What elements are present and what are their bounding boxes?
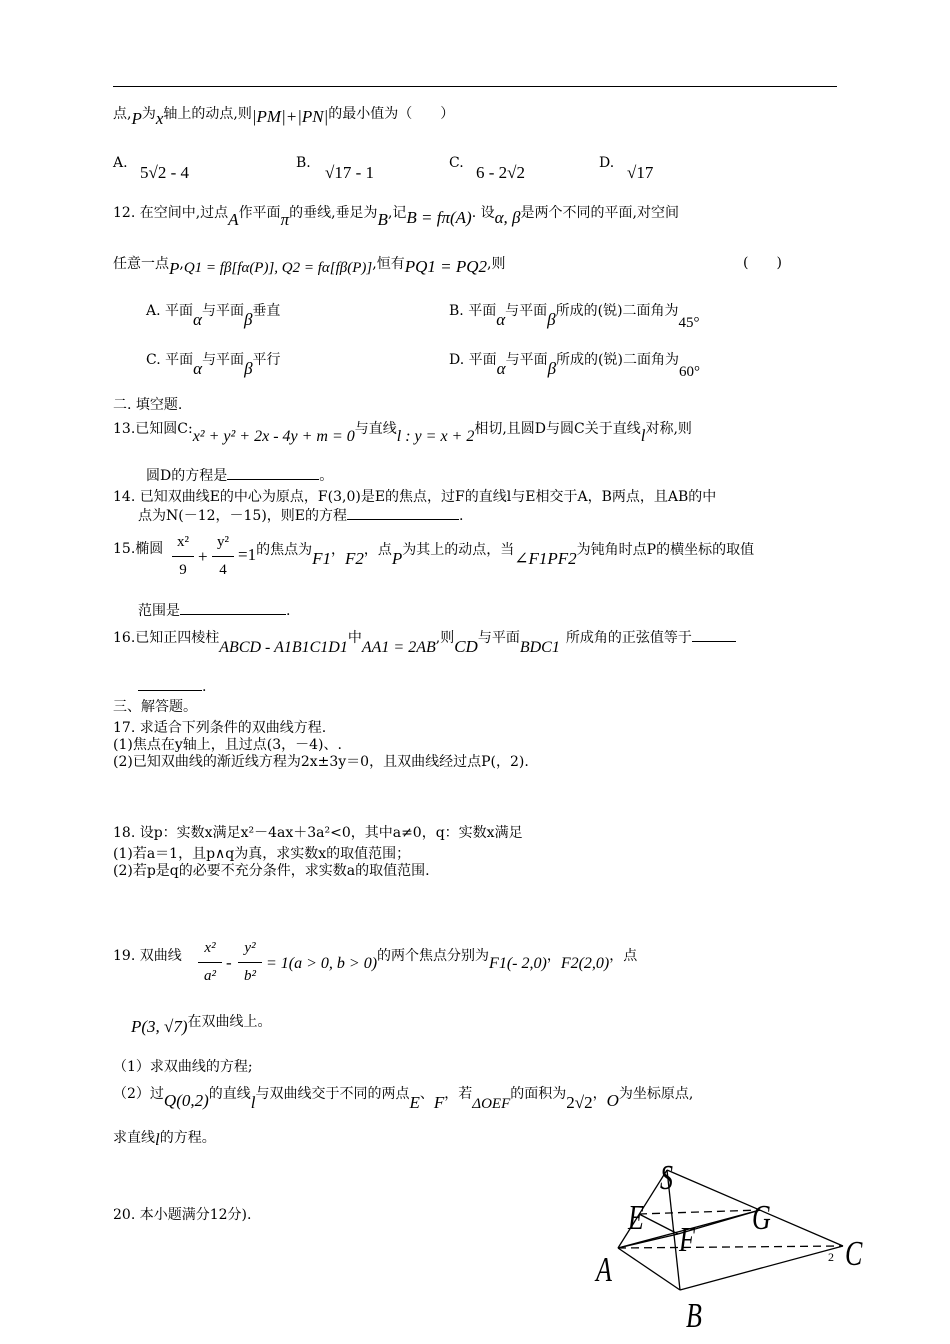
q15-frac1-den: 9 <box>179 562 187 578</box>
q13-text-a: 13.已知圆C: <box>113 421 193 437</box>
q19-p3-line-l: l <box>155 1130 160 1149</box>
q12-opt-a-alpha: α <box>193 310 202 329</box>
q13-text-d: 对称,则 <box>645 421 692 437</box>
q19-p2-d: ，若 <box>444 1086 473 1102</box>
q19-p2-g: 为坐标原点, <box>618 1086 694 1102</box>
q19-frac1-den: a² <box>204 968 216 984</box>
q12-opt-a-text: A. 平面 <box>146 303 194 319</box>
q12-line1 <box>113 203 679 229</box>
q16-end: . <box>202 679 207 695</box>
q15-frac2-den: 4 <box>219 562 227 578</box>
q12-opt-b-beta: β <box>547 310 556 329</box>
q12-pq-equal: PQ1 = PQ2 <box>404 257 488 276</box>
q16-line1 <box>113 627 736 656</box>
q15-f1: F1 <box>312 549 331 568</box>
edge-ab <box>618 1248 680 1290</box>
q12-point-p: P <box>169 259 180 278</box>
q12-l1-d: ,记 <box>387 205 407 221</box>
q19-p2-sep: 、 <box>419 1086 434 1102</box>
q15-plus: + <box>198 547 208 566</box>
q13-circle-equation: x² + y² + 2x - 4y + m = 0 <box>192 428 355 445</box>
q15-frac2-num: y² <box>217 534 229 550</box>
q19-point-f: F <box>433 1093 445 1112</box>
q19-line2 <box>131 1012 272 1036</box>
q11-option-a-label: A. <box>113 155 128 171</box>
q12-opt-b-alpha: α <box>496 310 506 329</box>
q12-l1-f: 是两个不同的平面,对空间 <box>520 205 679 221</box>
q11-var-p: P <box>131 109 142 128</box>
q19-line1 <box>266 947 638 972</box>
figure-label-c: C <box>845 1234 863 1274</box>
q12-opt-d-text: D. 平面 <box>449 352 497 368</box>
edge-eg-dashed <box>639 1210 760 1214</box>
q14-answer-blank[interactable] <box>347 505 459 520</box>
q15-text-e: 为钝角时点P的横坐标的取值 <box>576 542 755 558</box>
q11-option-b-label: B. <box>296 155 311 171</box>
q13-line1 <box>113 419 692 445</box>
q12-l1-e: . 设 <box>471 205 495 221</box>
q16-answer-blank-1[interactable] <box>692 627 736 642</box>
q12-l2-d: ,则 <box>487 256 506 272</box>
q11-option-c: 6 - 2√2 <box>476 163 525 182</box>
q13-text-c: 相切,且圆D与圆C关于直线 <box>474 421 641 437</box>
q19-origin: O <box>606 1091 619 1110</box>
q19-text-a: 19. 双曲线 <box>113 948 182 964</box>
q15-comma: ， <box>330 542 345 558</box>
q15-text-a: 15.椭圆 <box>113 541 164 557</box>
q19-part1: （1）求双曲线的方程; <box>113 1059 253 1075</box>
figure-label-a: A <box>596 1250 612 1290</box>
q12-alpha-beta: α, β <box>494 208 521 227</box>
figure-label-g: G <box>752 1198 771 1238</box>
q11-var-x: x <box>155 109 164 128</box>
q13-line2 <box>146 465 333 485</box>
q18-line2: (1)若a＝1，且p∧q为真，求实数x的取值范围； <box>113 846 411 862</box>
q16-line2 <box>138 676 206 696</box>
q12-line2 <box>113 254 506 278</box>
q12-opt-b-text: B. 平面 <box>449 303 497 319</box>
q13-line-equation: l : y = x + 2 <box>396 428 475 445</box>
q19-p2-a: （2）过 <box>113 1086 164 1102</box>
q19-p2-e: 的面积为 <box>510 1086 567 1102</box>
q19-focus1: F1(- 2,0) <box>489 955 547 972</box>
q19-frac2-den: b² <box>244 968 256 984</box>
q16-text-c: ,则 <box>435 630 455 646</box>
q19-focus2: F2(2,0) <box>560 955 610 972</box>
q20-heading: 20. 本小题满分12分). <box>113 1207 252 1223</box>
q19-triangle: ΔOEF <box>472 1096 511 1112</box>
q11-expression: |PM|+|PN| <box>251 107 329 126</box>
q13-answer-blank[interactable] <box>227 465 319 480</box>
q13-text-f: 。 <box>319 468 334 484</box>
q12-opt-c-text2: 与平面 <box>202 352 245 368</box>
edge-ac-dashed <box>618 1246 843 1248</box>
q16-text-b: 中 <box>347 630 362 646</box>
q12-opt-a-text3: 垂直 <box>252 303 281 319</box>
q11-text-b: 为 <box>141 106 156 122</box>
q14-line2 <box>138 505 463 525</box>
q19-p2-b: 的直线 <box>208 1086 251 1102</box>
q19-point-e: E <box>409 1093 420 1112</box>
q12-l1-b: 作平面 <box>238 205 281 221</box>
q11-option-d-label: D. <box>599 155 615 171</box>
q15-frac1-line <box>172 556 194 557</box>
q12-l1-a: 12. 在空间中,过点 <box>113 205 229 221</box>
figure-label-b: B <box>686 1296 702 1336</box>
q17-line2: (1)焦点在y轴上，且过点(3，－4)、. <box>113 737 342 753</box>
q14-end: . <box>459 508 464 524</box>
q15-answer-blank[interactable] <box>180 600 286 615</box>
q12-l2-a: 任意一点 <box>113 256 169 272</box>
q18-line3: (2)若p是q的必要不充分条件，求实数a的取值范围. <box>113 863 430 879</box>
q15-end: . <box>286 603 291 619</box>
q13-line-l: l <box>640 426 646 445</box>
q15-frac2-line <box>212 556 234 557</box>
q13-text-b: 与直线 <box>354 421 397 437</box>
q12-projection: B = fπ(A) <box>406 208 472 227</box>
q12-opt-d-angle: 60° <box>678 364 700 380</box>
q15-text-f: 范围是 <box>138 603 180 619</box>
q19-line-l: l <box>250 1093 256 1112</box>
q15-line1 <box>238 540 755 568</box>
q12-point-b: B <box>377 210 388 229</box>
q11-option-d: √17 <box>627 163 654 182</box>
q19-text-c: ， <box>546 948 561 964</box>
q19-p2-c: 与双曲线交于不同的两点 <box>255 1086 410 1102</box>
q19-part3 <box>113 1128 216 1147</box>
q16-prism: ABCD - A1B1C1D1 <box>219 639 348 656</box>
q15-text-c: ，点 <box>363 542 392 558</box>
q19-frac2-num: y² <box>244 940 256 956</box>
q12-opt-c-text3: 平行 <box>252 352 281 368</box>
top-rule <box>113 86 837 87</box>
q15-text-d: 为其上的动点，当 <box>402 542 515 558</box>
q11-option-b: √17 - 1 <box>325 163 374 182</box>
q19-frac1-line <box>198 962 222 963</box>
q16-cd: CD <box>454 637 478 656</box>
q19-area: 2√2 <box>566 1093 593 1112</box>
q16-answer-blank-2[interactable] <box>138 676 202 691</box>
q12-opt-b-text2: 与平面 <box>505 303 548 319</box>
q12-l1-c: 的垂线,垂足为 <box>289 205 378 221</box>
q12-q-definitions: Q1 = fβ[fα(P)], Q2 = fα[fβ(P)] <box>183 260 373 276</box>
q15-frac1-num: x² <box>177 534 189 550</box>
q17-line3: (2)已知双曲线的渐近线方程为2x±3y＝0，且双曲线经过点P(，2). <box>113 754 529 770</box>
figure-label-2: 2 <box>828 1250 834 1264</box>
q15-f2: F2 <box>344 549 364 568</box>
q11-stem <box>113 104 455 128</box>
q19-p3-b: 的方程。 <box>159 1130 216 1146</box>
edge-bc <box>680 1246 843 1290</box>
q11-option-a: 5√2 - 4 <box>140 163 189 182</box>
q13-text-e: 圆D的方程是 <box>146 468 228 484</box>
q12-pi: π <box>280 210 290 229</box>
q12-l2-b: , <box>179 256 184 272</box>
q19-condition: = 1(a > 0, b > 0) <box>266 955 378 972</box>
q12-option-b <box>449 301 700 331</box>
q19-point-p: P(3, √7) <box>131 1017 188 1036</box>
q15-line2 <box>138 600 290 620</box>
q12-l2-c: ,恒有 <box>372 256 405 272</box>
q12-opt-c-alpha: α <box>193 359 203 378</box>
q15-text-b: 的焦点为 <box>256 542 313 558</box>
q15-eq1: =1 <box>238 545 257 564</box>
q14-line1: 14. 已知双曲线E的中心为原点，F(3,0)是E的焦点，过F的直线l与E相交于A，B两点，且AB的中 <box>113 489 717 505</box>
q12-opt-d-alpha: α <box>496 359 506 378</box>
q12-opt-d-text3: 所成的(锐)二面角为 <box>556 352 679 368</box>
q16-text-e: 所成角的正弦值等于 <box>565 630 692 646</box>
q19-p3-a: 求直线 <box>113 1130 155 1146</box>
q15-angle: ∠F1PF2 <box>514 549 577 568</box>
section-fill-in-heading: 二. 填空题. <box>113 397 183 413</box>
q12-opt-d-beta: β <box>547 359 557 378</box>
q12-option-d <box>449 350 700 380</box>
q12-opt-b-text3: 所成的(锐)二面角为 <box>555 303 679 319</box>
q12-opt-c-beta: β <box>244 359 253 378</box>
figure-label-f: F <box>679 1220 695 1260</box>
q12-point-a: A <box>228 210 239 229</box>
q16-text-d: 与平面 <box>477 630 520 646</box>
q19-minus: - <box>226 953 232 972</box>
q18-line1: 18. 设p：实数x满足x²－4ax＋3a²<0，其中a≠0，q：实数x满足 <box>113 825 523 841</box>
q12-opt-d-text2: 与平面 <box>505 352 548 368</box>
q12-opt-a-text2: 与平面 <box>201 303 244 319</box>
q19-frac1-num: x² <box>204 940 216 956</box>
q14-text: 点为N(－12，－15)，则E的方程 <box>138 508 348 524</box>
section-solution-heading: 三、解答题。 <box>113 699 197 715</box>
q11-text-d: 的最小值为（ ） <box>328 106 455 122</box>
q19-frac2-line <box>238 962 262 963</box>
q11-option-c-label: C. <box>449 155 464 171</box>
q15-point-p: P <box>391 549 403 568</box>
q17-line1: 17. 求适合下列条件的双曲线方程. <box>113 720 327 736</box>
q12-option-a <box>146 301 281 329</box>
q19-text-b: 的两个焦点分别为 <box>377 948 490 964</box>
q16-plane: BDC1 <box>519 639 560 656</box>
q11-text-c: 轴上的动点,则 <box>163 106 252 122</box>
figure-label-e: E <box>628 1198 644 1238</box>
q12-opt-c-text: C. 平面 <box>146 352 194 368</box>
q19-p2-f: ， <box>592 1086 607 1102</box>
q16-text-a: 16.已知正四棱柱 <box>113 630 220 646</box>
q12-opt-b-angle: 45° <box>678 315 700 331</box>
q11-text-a: 点, <box>113 106 132 122</box>
q12-opt-a-beta: β <box>243 310 253 329</box>
figure-label-s: S <box>660 1158 673 1198</box>
q16-condition: AA1 = 2AB <box>361 639 436 656</box>
q12-answer-paren: ( ) <box>743 255 782 271</box>
q19-point-q: Q(0,2) <box>163 1091 209 1110</box>
q19-part2 <box>113 1084 694 1112</box>
q12-option-c <box>146 350 281 378</box>
q19-text-d: ，点 <box>609 948 638 964</box>
q19-text-e: 在双曲线上。 <box>187 1014 272 1030</box>
